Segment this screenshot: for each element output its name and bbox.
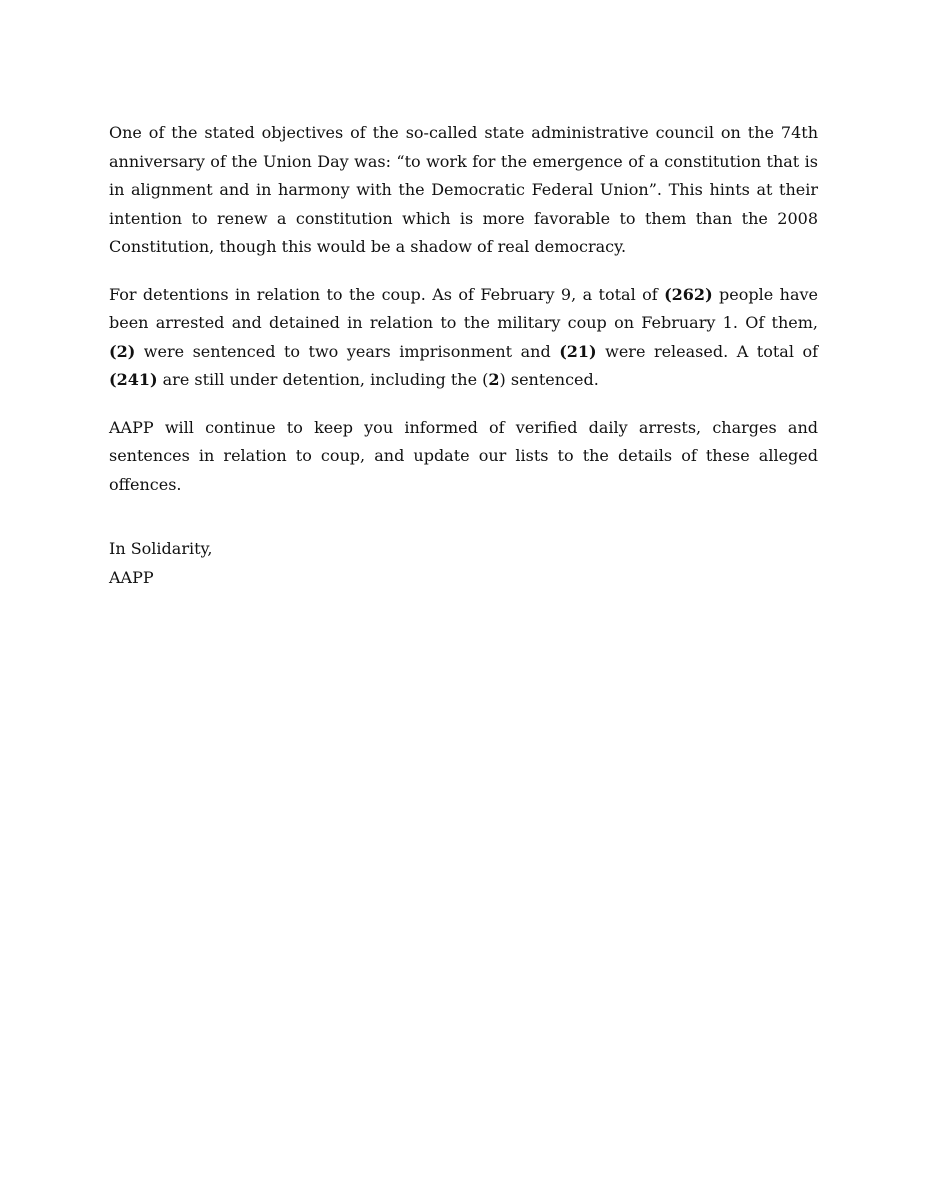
sentenced-count: (2) — [109, 341, 136, 361]
paragraph-updates: AAPP will continue to keep you informed of verified daily arrests, charges and sentences in relation to coup, and update our lists to the details of these alleged offences. — [109, 417, 818, 494]
detentions-text-4: were released. A total of — [596, 341, 819, 361]
detentions-text-2: people have been arrested and detained in relation to the military coup on February 1. Of them, — [109, 284, 818, 332]
document-body — [109, 119, 818, 592]
detentions-text-5: are still under detention, including the ( — [157, 370, 489, 389]
sentenced-count-repeat: 2 — [488, 370, 500, 389]
paragraph-constitution: One of the stated objectives of the so-called state administrative council on the 74th anniversary of the Union Day was: “to work for the emergence of a constitution that is in alignment and in harmony with the Democratic Federal Union”. This hints at their intention to renew a constitution which is more favorable to them than the 2008 Constitution, though this would be a shadow of real democracy. — [109, 123, 818, 256]
closing-block — [109, 535, 818, 592]
total-detained-count: (262) — [664, 284, 713, 304]
still-detained-count: (241) — [109, 370, 158, 389]
released-count: (21) — [559, 341, 597, 361]
detentions-text-1: For detentions in relation to the coup. As of February 9, a total of — [109, 284, 665, 304]
paragraph-detentions — [109, 281, 818, 395]
closing-salutation: In Solidarity, — [109, 539, 213, 558]
detentions-text-3: were sentenced to two years imprisonment and — [135, 341, 560, 361]
signature: AAPP — [109, 567, 154, 587]
detentions-text-6: ) sentenced. — [499, 370, 599, 389]
